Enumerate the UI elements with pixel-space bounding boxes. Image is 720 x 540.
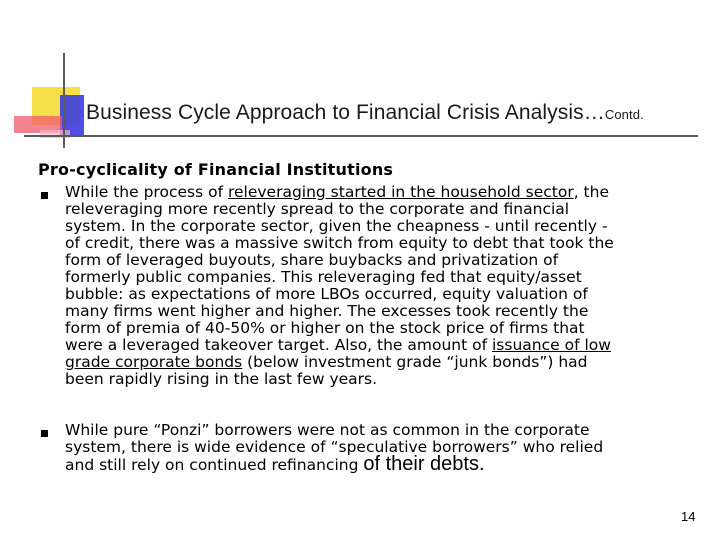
text-line: form of premia of 40-50% or higher on the stock price of firms that (65, 319, 585, 337)
decor-vertical-line (63, 53, 65, 148)
text-line: and still rely on continued refinancing of their debts. (65, 453, 485, 475)
text-line: releveraging more recently spread to the corporate and financial (65, 200, 570, 218)
text-line: of credit, there was a massive switch from equity to debt that took the (65, 234, 614, 252)
text-line: been rapidly rising in the last few years. (65, 370, 378, 388)
slide-title-main: Business Cycle Approach to Financial Crisis Analysis… (86, 101, 605, 124)
text-line: many firms went higher and higher. The excesses took recently the (65, 302, 589, 320)
slide-title (86, 101, 644, 125)
title-divider-line (24, 135, 698, 137)
text-line: system, there is wide evidence of “speculative borrowers” who relied (65, 438, 604, 456)
text-line: grade corporate bonds (below investment grade “junk bonds”) had (65, 353, 588, 371)
text-line: While pure “Ponzi” borrowers were not as common in the corporate (65, 421, 590, 439)
text-line: While the process of releveraging started in the household sector, the (65, 183, 609, 201)
bullet-paragraph-2 (65, 422, 603, 474)
text-line: form of leveraged buyouts, share buybacks and privatization of (65, 251, 559, 269)
bullet-square-icon (41, 192, 48, 199)
text-line: bubble: as expectations of more LBOs occurred, equity valuation of (65, 285, 588, 303)
slide-title-suffix: Contd. (604, 107, 644, 122)
section-heading: Pro-cyclicality of Financial Institutions (38, 160, 394, 179)
text-line: were a leveraged takeover target. Also, the amount of issuance of low (65, 336, 611, 354)
bullet-paragraph-1 (65, 184, 614, 388)
page-number: 14 (681, 509, 696, 524)
text-line: system. In the corporate sector, given the cheapness - until recently - (65, 217, 608, 235)
text-line: formerly public companies. This releveraging fed that equity/asset (65, 268, 582, 286)
bullet-square-icon (41, 430, 48, 437)
